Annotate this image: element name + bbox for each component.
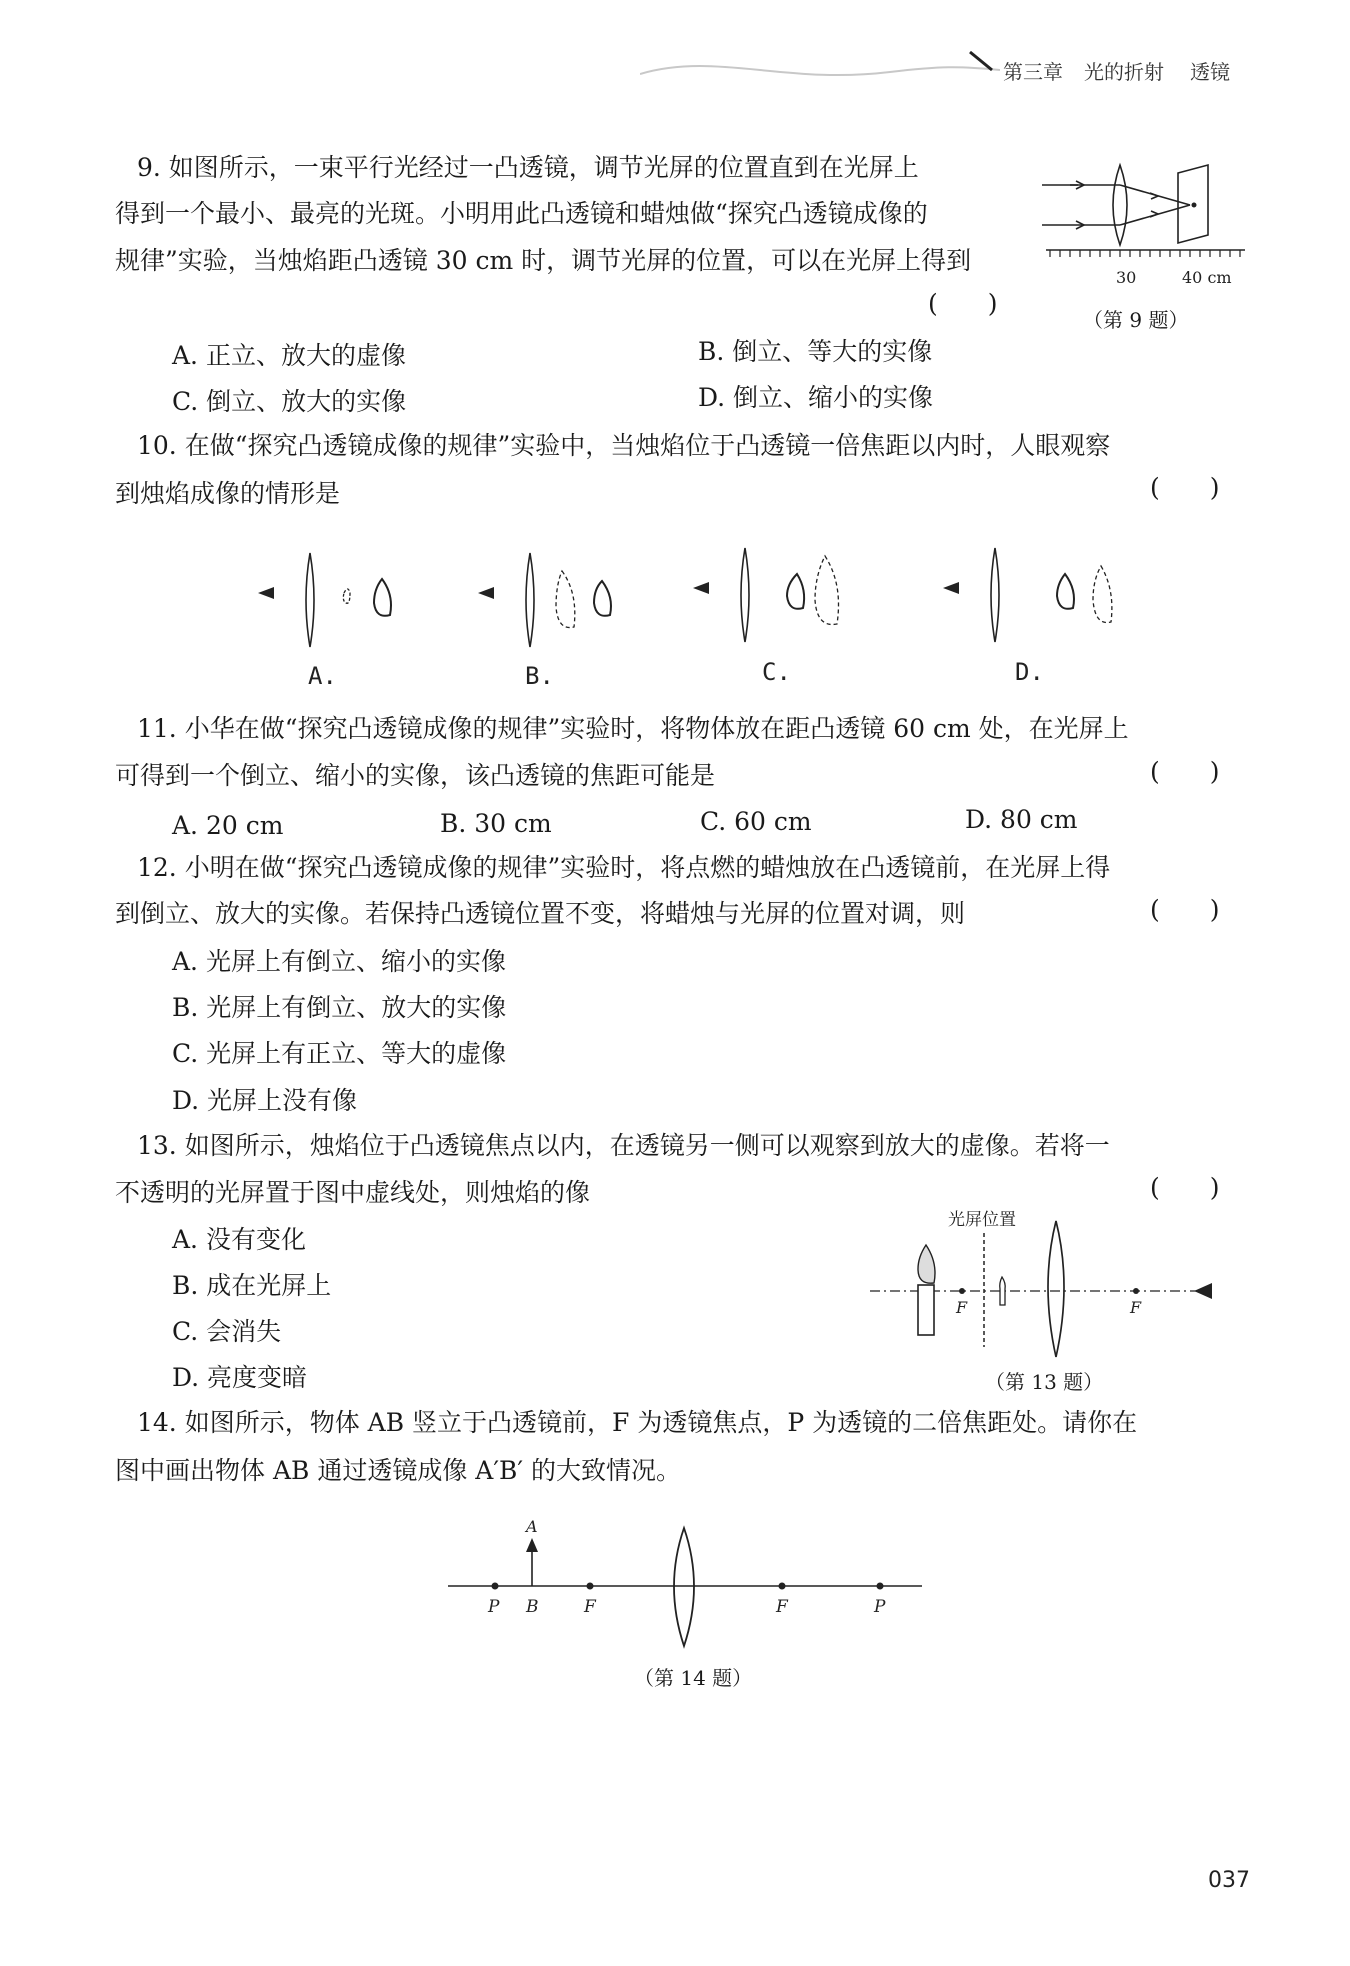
q9-option-a: A. 正立、放大的虚像 — [172, 341, 406, 370]
q11-option-b: B. 30 cm — [440, 809, 552, 838]
q9-line-3: 规律”实验，当烛焰距凸透镜 30 cm 时，调节光屏的位置，可以在光屏上得到 — [115, 246, 972, 275]
q11-answer-blank: ( ) — [1150, 757, 1220, 786]
q13-f-right: F — [1130, 1298, 1142, 1317]
q9-option-b: B. 倒立、等大的实像 — [698, 337, 933, 366]
q10-diagram-d — [935, 540, 1135, 650]
convex-lens — [526, 553, 534, 647]
point-p-right — [877, 1583, 884, 1590]
eye-icon — [943, 582, 959, 594]
q9-line-2: 得到一个最小、最亮的光斑。小明用此凸透镜和蜡烛做“探究凸透镜成像的 — [115, 199, 928, 228]
q11-option-d: D. 80 cm — [965, 805, 1078, 834]
q10-diagram-b — [470, 545, 640, 655]
q13-option-d: D. 亮度变暗 — [172, 1363, 308, 1392]
q13-answer-blank: ( ) — [1150, 1173, 1220, 1202]
flame-object — [787, 574, 804, 609]
point-f-right — [779, 1583, 786, 1590]
q12-answer-blank: ( ) — [1150, 895, 1220, 924]
flame-image — [815, 556, 839, 625]
q13-f-left: F — [956, 1298, 968, 1317]
q10-label-d: D. — [1015, 658, 1044, 686]
q9-answer-blank: ( ) — [928, 289, 998, 318]
q9-scale-30: 30 — [1116, 268, 1137, 287]
q14-label-a: A — [526, 1517, 538, 1536]
q14-label-p2: P — [874, 1597, 886, 1617]
q11-line-2: 可得到一个倒立、缩小的实像，该凸透镜的焦距可能是 — [115, 761, 716, 790]
q13-line-1: 13. 如图所示，烛焰位于凸透镜焦点以内，在透镜另一侧可以观察到放大的虚像。若将一 — [137, 1131, 1110, 1160]
q12-option-d: D. 光屏上没有像 — [172, 1086, 358, 1115]
q14-label-p1: P — [488, 1597, 500, 1617]
flame-object — [1057, 574, 1074, 609]
q11-option-c: C. 60 cm — [700, 807, 812, 836]
q12-option-c: C. 光屏上有正立、等大的虚像 — [172, 1039, 507, 1068]
q13-figure-caption: （第 13 题） — [985, 1370, 1104, 1394]
q14-label-f1: F — [584, 1597, 596, 1617]
convex-lens — [674, 1528, 694, 1646]
q14-figure — [440, 1512, 930, 1652]
q10-line-2: 到烛焰成像的情形是 — [115, 479, 341, 508]
small-candle — [1000, 1277, 1005, 1305]
object-arrowhead — [526, 1538, 538, 1552]
q9-option-d: D. 倒立、缩小的实像 — [698, 383, 934, 412]
candle-flame — [918, 1245, 935, 1283]
q13-option-a: A. 没有变化 — [172, 1225, 306, 1254]
eye-icon — [693, 582, 709, 594]
focus-right — [1133, 1288, 1139, 1294]
point-f-left — [587, 1583, 594, 1590]
eye-icon — [258, 587, 274, 599]
eye-icon — [478, 587, 494, 599]
convex-lens — [306, 553, 314, 647]
header-decoration — [640, 40, 1000, 90]
q9-line-1: 9. 如图所示，一束平行光经过一凸透镜，调节光屏的位置直到在光屏上 — [137, 153, 919, 182]
convex-lens — [991, 548, 999, 642]
q9-figure — [1030, 155, 1260, 300]
q11-option-a: A. 20 cm — [172, 811, 284, 840]
q14-label-f2: F — [776, 1597, 788, 1617]
q12-option-a: A. 光屏上有倒立、缩小的实像 — [172, 947, 506, 976]
q13-option-b: B. 成在光屏上 — [172, 1271, 332, 1300]
q12-option-b: B. 光屏上有倒立、放大的实像 — [172, 993, 507, 1022]
convex-lens — [1048, 1221, 1064, 1357]
q13-option-c: C. 会消失 — [172, 1317, 282, 1346]
q13-line-2: 不透明的光屏置于图中虚线处，则烛焰的像 — [115, 1178, 591, 1207]
q10-diagram-a — [250, 545, 420, 655]
q9-scale-40: 40 cm — [1182, 268, 1232, 287]
header-title: 光的折射 — [1084, 60, 1164, 84]
q13-figure — [860, 1205, 1220, 1365]
q11-line-1: 11. 小华在做“探究凸透镜成像的规律”实验时，将物体放在距凸透镜 60 cm 处，在光屏上 — [137, 714, 1129, 743]
eye-icon — [1194, 1283, 1212, 1299]
q14-label-b: B — [526, 1597, 539, 1617]
q12-line-2: 到倒立、放大的实像。若保持凸透镜位置不变，将蜡烛与光屏的位置对调，则 — [115, 899, 966, 928]
q10-label-a: A. — [308, 662, 337, 690]
q10-diagram-c — [685, 540, 855, 650]
q13-screen-label: 光屏位置 — [948, 1210, 1016, 1230]
q9-figure-caption: （第 9 题） — [1083, 308, 1189, 332]
q10-label-c: C. — [762, 658, 791, 686]
q14-line-1: 14. 如图所示，物体 AB 竖立于凸透镜前，F 为透镜焦点，P 为透镜的二倍焦距处。请你在 — [137, 1408, 1138, 1437]
q12-line-1: 12. 小明在做“探究凸透镜成像的规律”实验时，将点燃的蜡烛放在凸透镜前，在光屏上得 — [137, 853, 1111, 882]
flame-object — [594, 581, 611, 616]
page-number: 037 — [1208, 1868, 1250, 1893]
q10-line-1: 10. 在做“探究凸透镜成像的规律”实验中，当烛焰位于凸透镜一倍焦距以内时，人眼观察 — [137, 431, 1111, 460]
header-chapter: 第三章 — [1003, 60, 1063, 84]
header-subtitle: 透镜 — [1190, 60, 1230, 84]
focus-left — [959, 1288, 965, 1294]
q10-answer-blank: ( ) — [1150, 473, 1220, 502]
point-p-left — [492, 1583, 499, 1590]
q14-line-2: 图中画出物体 AB 通过透镜成像 A′B′ 的大致情况。 — [115, 1456, 681, 1485]
candle — [918, 1285, 934, 1335]
flame-image — [556, 571, 575, 628]
q14-figure-caption: （第 14 题） — [634, 1666, 753, 1690]
flame-image — [1093, 566, 1112, 623]
flame-object — [374, 579, 391, 616]
q10-label-b: B. — [525, 662, 554, 690]
flame-image — [343, 589, 350, 603]
convex-lens — [741, 548, 749, 642]
q9-option-c: C. 倒立、放大的实像 — [172, 387, 407, 416]
